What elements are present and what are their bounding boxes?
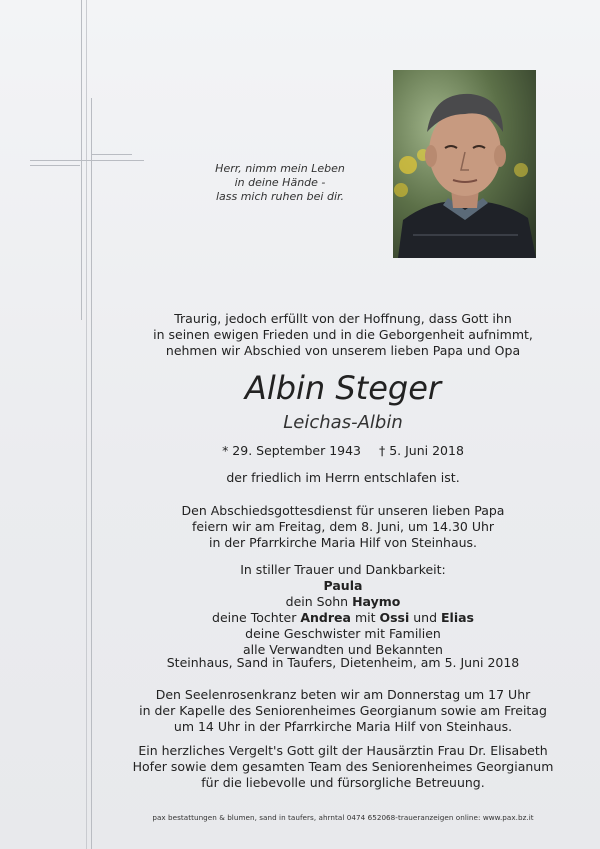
place-date: Steinhaus, Sand in Taufers, Dietenheim, am 5. Juni 2018 (166, 655, 520, 670)
rosary-line: in der Kapelle des Seniorenheimes Georgianum sowie am Freitag (139, 703, 547, 718)
cross-horizontal-line (30, 160, 144, 161)
thanks-line: für die liebevolle und fürsorgliche Betreuung. (201, 775, 485, 790)
mourner-siblings: deine Geschwister mit Familien (245, 626, 441, 641)
mourners-list (100, 562, 586, 658)
rosary-line: Den Seelenrosenkranz beten wir am Donnerstag um 17 Uhr (155, 687, 531, 702)
mourner-partner: Ossi (379, 610, 410, 625)
birth-date: * 29. September 1943 (222, 443, 362, 458)
rosary-line: um 14 Uhr in der Pfarrkirche Maria Hilf von Steinhaus. (173, 719, 513, 734)
mourner-wife: Paula (323, 578, 363, 593)
intro-line: nehmen wir Abschied von unserem lieben Papa und Opa (165, 343, 521, 358)
funeral-line: in der Pfarrkirche Maria Hilf von Steinhaus. (208, 535, 478, 550)
mit-text: mit (350, 610, 380, 625)
death-date: † 5. Juni 2018 (379, 443, 464, 458)
cross-vertical-line (91, 98, 92, 849)
verse-line: in deine Hände - (234, 176, 326, 189)
funeral-service-text (100, 503, 586, 551)
funeral-home-footer: pax bestattungen & blumen, sand in taufers, ahrntal 0474 652068-traueranzeigen online: www.pax.bz.it (152, 813, 534, 822)
intro-line: in seinen ewigen Frieden und in die Geborgenheit aufnimmt, (153, 327, 533, 342)
portrait-image (393, 70, 536, 258)
thanks-line: Hofer sowie dem gesamten Team des Seniorenheimes Georgianum (132, 759, 554, 774)
bible-verse (180, 162, 380, 204)
mourner-daughter-line (100, 610, 586, 626)
cross-horizontal-line (30, 165, 80, 166)
verse-line: Herr, nimm mein Leben (215, 162, 345, 175)
funeral-line: feiern wir am Freitag, dem 8. Juni, um 14.30 Uhr (191, 519, 495, 534)
daughter-prefix: deine Tochter (212, 610, 301, 625)
life-dates (100, 443, 586, 459)
intro-text (100, 311, 586, 359)
mourner-relatives: alle Verwandten und Bekannten (243, 642, 443, 657)
passed-away-text: der friedlich im Herrn entschlafen ist. (226, 470, 460, 485)
funeral-line: Den Abschiedsgottesdienst für unseren lieben Papa (181, 503, 505, 518)
thanks-text (100, 743, 586, 791)
cross-horizontal-line (92, 154, 132, 155)
portrait-photo (393, 70, 536, 258)
mourner-son-line (100, 594, 586, 610)
thanks-line: Ein herzliches Vergelt's Gott gilt der Hausärztin Frau Dr. Elisabeth (138, 743, 548, 758)
mourner-son: Haymo (352, 594, 401, 609)
rosary-text (100, 687, 586, 735)
cross-vertical-line (86, 0, 87, 849)
intro-line: Traurig, jedoch erfüllt von der Hoffnung, dass Gott ihn (174, 311, 512, 326)
und-text: und (409, 610, 441, 625)
verse-line: lass mich ruhen bei dir. (215, 190, 345, 203)
son-prefix: dein Sohn (285, 594, 353, 609)
deceased-nickname: Leichas-Albin (283, 412, 403, 433)
mourner-daughter: Andrea (300, 610, 351, 625)
mourners-intro: In stiller Trauer und Dankbarkeit: (240, 562, 446, 577)
mourner-grandchild: Elias (441, 610, 474, 625)
deceased-name: Albin Steger (244, 369, 442, 407)
